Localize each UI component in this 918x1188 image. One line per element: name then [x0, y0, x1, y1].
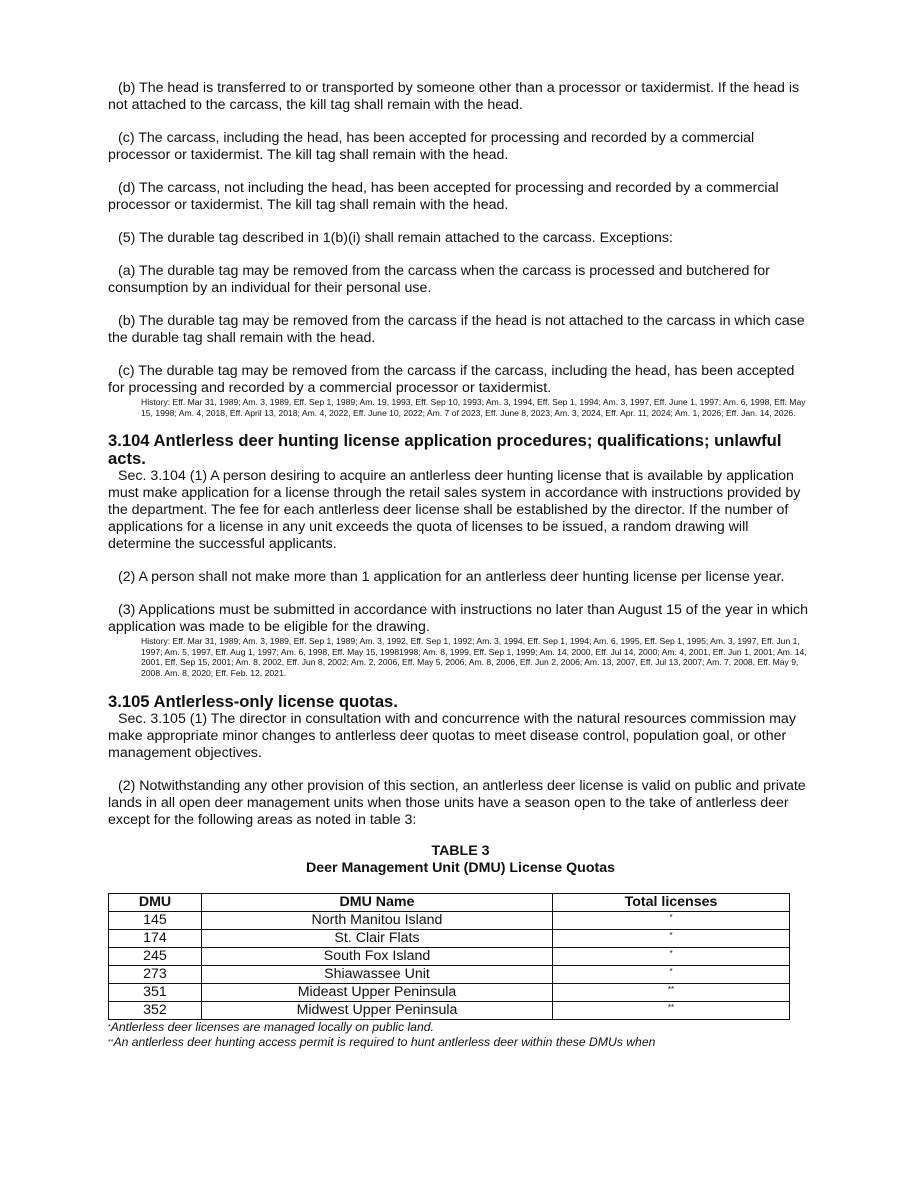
- column-header-dmu-name: DMU Name: [202, 893, 553, 911]
- cell-dmu: 352: [109, 1001, 202, 1019]
- document-body: [108, 80, 813, 1050]
- section-title-3-105: 3.105 Antlerless-only license quotas.: [108, 691, 398, 711]
- table-row: [109, 929, 790, 947]
- table-row: [109, 983, 790, 1001]
- history-note: History: Eff. Mar 31, 1989; Am. 3, 1989, Eff. Sep 1, 1989; Am. 19, 1993, Eff. Sep 10, 1993; Am. 3, 1994, Eff. Sep 1, 1994; Am. 3, 1997, Eff. June 1, 1997; Am. 6, 1998, Eff. May 15, 1998; Am. 4, 2018, Eff. April 13, 2018; Am. 4, 2022, Eff. June 10, 2022; Am. 7 of 2023, Eff. June 8, 2023; Am. 3, 2024, Eff. Apr. 11, 2024; Am. 1, 2026; Eff. Jan. 14, 2026.: [141, 397, 806, 418]
- cell-dmu-name: North Manitou Island: [202, 911, 553, 929]
- footnote-mark: *: [669, 930, 673, 940]
- cell-dmu-name: Midwest Upper Peninsula: [202, 1001, 553, 1019]
- footnote-mark: **: [667, 984, 675, 994]
- cell-total-licenses: [553, 929, 790, 947]
- footnote-text: An antlerless deer hunting access permit is required to hunt antlerless deer within these DMUs when: [113, 1034, 656, 1049]
- table-row: [109, 947, 790, 965]
- cell-dmu-name: St. Clair Flats: [202, 929, 553, 947]
- column-header-total-licenses: Total licenses: [553, 893, 790, 911]
- table-row: [109, 1001, 790, 1019]
- cell-total-licenses: [553, 983, 790, 1001]
- paragraph: (3) Applications must be submitted in accordance with instructions no later than August 15 of the year in which application was made to be eligible for the drawing.: [108, 602, 809, 636]
- table-header-row: [109, 893, 790, 911]
- footnote-mark: *: [108, 1023, 111, 1031]
- cell-dmu-name: Shiawassee Unit: [202, 965, 553, 983]
- cell-dmu: 245: [109, 947, 202, 965]
- paragraph-list-a: [108, 80, 813, 397]
- footnote-text: Antlerless deer licenses are managed locally on public land.: [110, 1019, 434, 1034]
- paragraph: (2) A person shall not make more than 1 application for an antlerless deer hunting license per license year.: [118, 569, 785, 586]
- cell-total-licenses: [553, 1001, 790, 1019]
- cell-total-licenses: [553, 911, 790, 929]
- cell-dmu: 351: [109, 983, 202, 1001]
- cell-dmu: 273: [109, 965, 202, 983]
- cell-dmu-name: South Fox Island: [202, 947, 553, 965]
- footnote-mark: *: [669, 912, 673, 922]
- cell-total-licenses: [553, 947, 790, 965]
- paragraph: (d) The carcass, not including the head, has been accepted for processing and recorded by a commercial processor or taxidermist. The kill tag shall remain with the head.: [108, 180, 779, 213]
- cell-total-licenses: [553, 965, 790, 983]
- paragraph: (b) The head is transferred to or transported by someone other than a processor or taxidermist. If the head is not attached to the carcass, the kill tag shall remain with the head.: [108, 80, 800, 113]
- paragraph: (c) The carcass, including the head, has been accepted for processing and recorded by a commercial processor or taxidermist. The kill tag shall remain with the head.: [108, 130, 755, 163]
- footnote: [108, 1020, 813, 1035]
- footnotes: [108, 1020, 813, 1050]
- paragraph: (c) The durable tag may be removed from the carcass if the carcass, including the head, has been accepted for processing and recorded by a commercial processor or taxidermist.: [108, 363, 795, 396]
- table-caption-title: TABLE 3: [431, 842, 490, 859]
- footnote-mark: *: [669, 966, 673, 976]
- footnote: [108, 1035, 813, 1050]
- paragraph: (5) The durable tag described in 1(b)(i) shall remain attached to the carcass. Exceptions:: [118, 230, 673, 246]
- table-row: [109, 911, 790, 929]
- table-caption-subtitle: Deer Management Unit (DMU) License Quotas: [305, 859, 616, 876]
- footnote-mark: *: [669, 948, 673, 958]
- cell-dmu-name: Mideast Upper Peninsula: [202, 983, 553, 1001]
- paragraph: Sec. 3.105 (1) The director in consultation with and concurrence with the natural resources commission may make appropriate minor changes to antlerless deer quotas to meet disease control, population goal, or other management objectives.: [108, 710, 796, 761]
- paragraph: Sec. 3.104 (1) A person desiring to acquire an antlerless deer hunting license that is available by application must make application for a license through the retail sales system in accordance with instructions provided by the department. The fee for each antlerless deer license shall be established by the director. If the number of applications for a license in any unit exceeds the quota of licenses to be issued, a random drawing will determine the successful applicants.: [108, 468, 801, 553]
- footnote-mark: **: [667, 1002, 675, 1012]
- column-header-dmu: DMU: [109, 893, 202, 911]
- paragraph: (a) The durable tag may be removed from the carcass when the carcass is processed and butchered for consumption by an individual for their personal use.: [108, 263, 770, 296]
- section-title-3-104: 3.104 Antlerless deer hunting license application procedures; qualifications; unlawful acts.: [108, 431, 782, 469]
- paragraph: (2) Notwithstanding any other provision of this section, an antlerless deer license is valid on public and private lands in all open deer management units when those units have a season open to the take of antlerless deer except for the following areas as noted in table 3:: [108, 777, 806, 828]
- table-caption: [108, 843, 813, 877]
- footnote-mark: **: [108, 1038, 114, 1046]
- paragraph: (b) The durable tag may be removed from the carcass if the head is not attached to the carcass in which case the durable tag shall remain with the head.: [108, 313, 805, 346]
- cell-dmu: 145: [109, 911, 202, 929]
- dmu-quota-table: [108, 893, 790, 1020]
- cell-dmu: 174: [109, 929, 202, 947]
- table-row: [109, 965, 790, 983]
- history-note: History: Eff. Mar 31, 1989; Am. 3, 1989, Eff. Sep 1, 1989; Am. 3, 1992, Eff. Sep 1, 1992; Am. 3, 1994, Eff. Sep 1, 1994; Am. 6, 1995, Eff. Sep 1, 1995; Am. 3, 1997, Eff. Jun 1, 1997; Am. 5, 1997, Eff. Aug 1, 1997; Am. 6, 1998, Eff. May 15, 19981998; Am. 8, 1999, Eff. Sep 1, 1999; Am. 14, 2000, Eff. Jul 14, 2000; Am. 4, 2001, Eff. Jun 1, 2001; Am. 14, 2001, Eff. Sep 15, 2001; Am. 8, 2002, Eff. Jun 8, 2002; Am. 2, 2006, Eff. May 5, 2006; Am. 8, 2006, Eff. Jun 2, 2006; Am. 13, 2007, Eff. Jul 13, 2007; Am. 7, 2008, Eff. May 9, 2008. Am. 8, 2020; Eff. Feb. 12, 2021.: [141, 636, 807, 678]
